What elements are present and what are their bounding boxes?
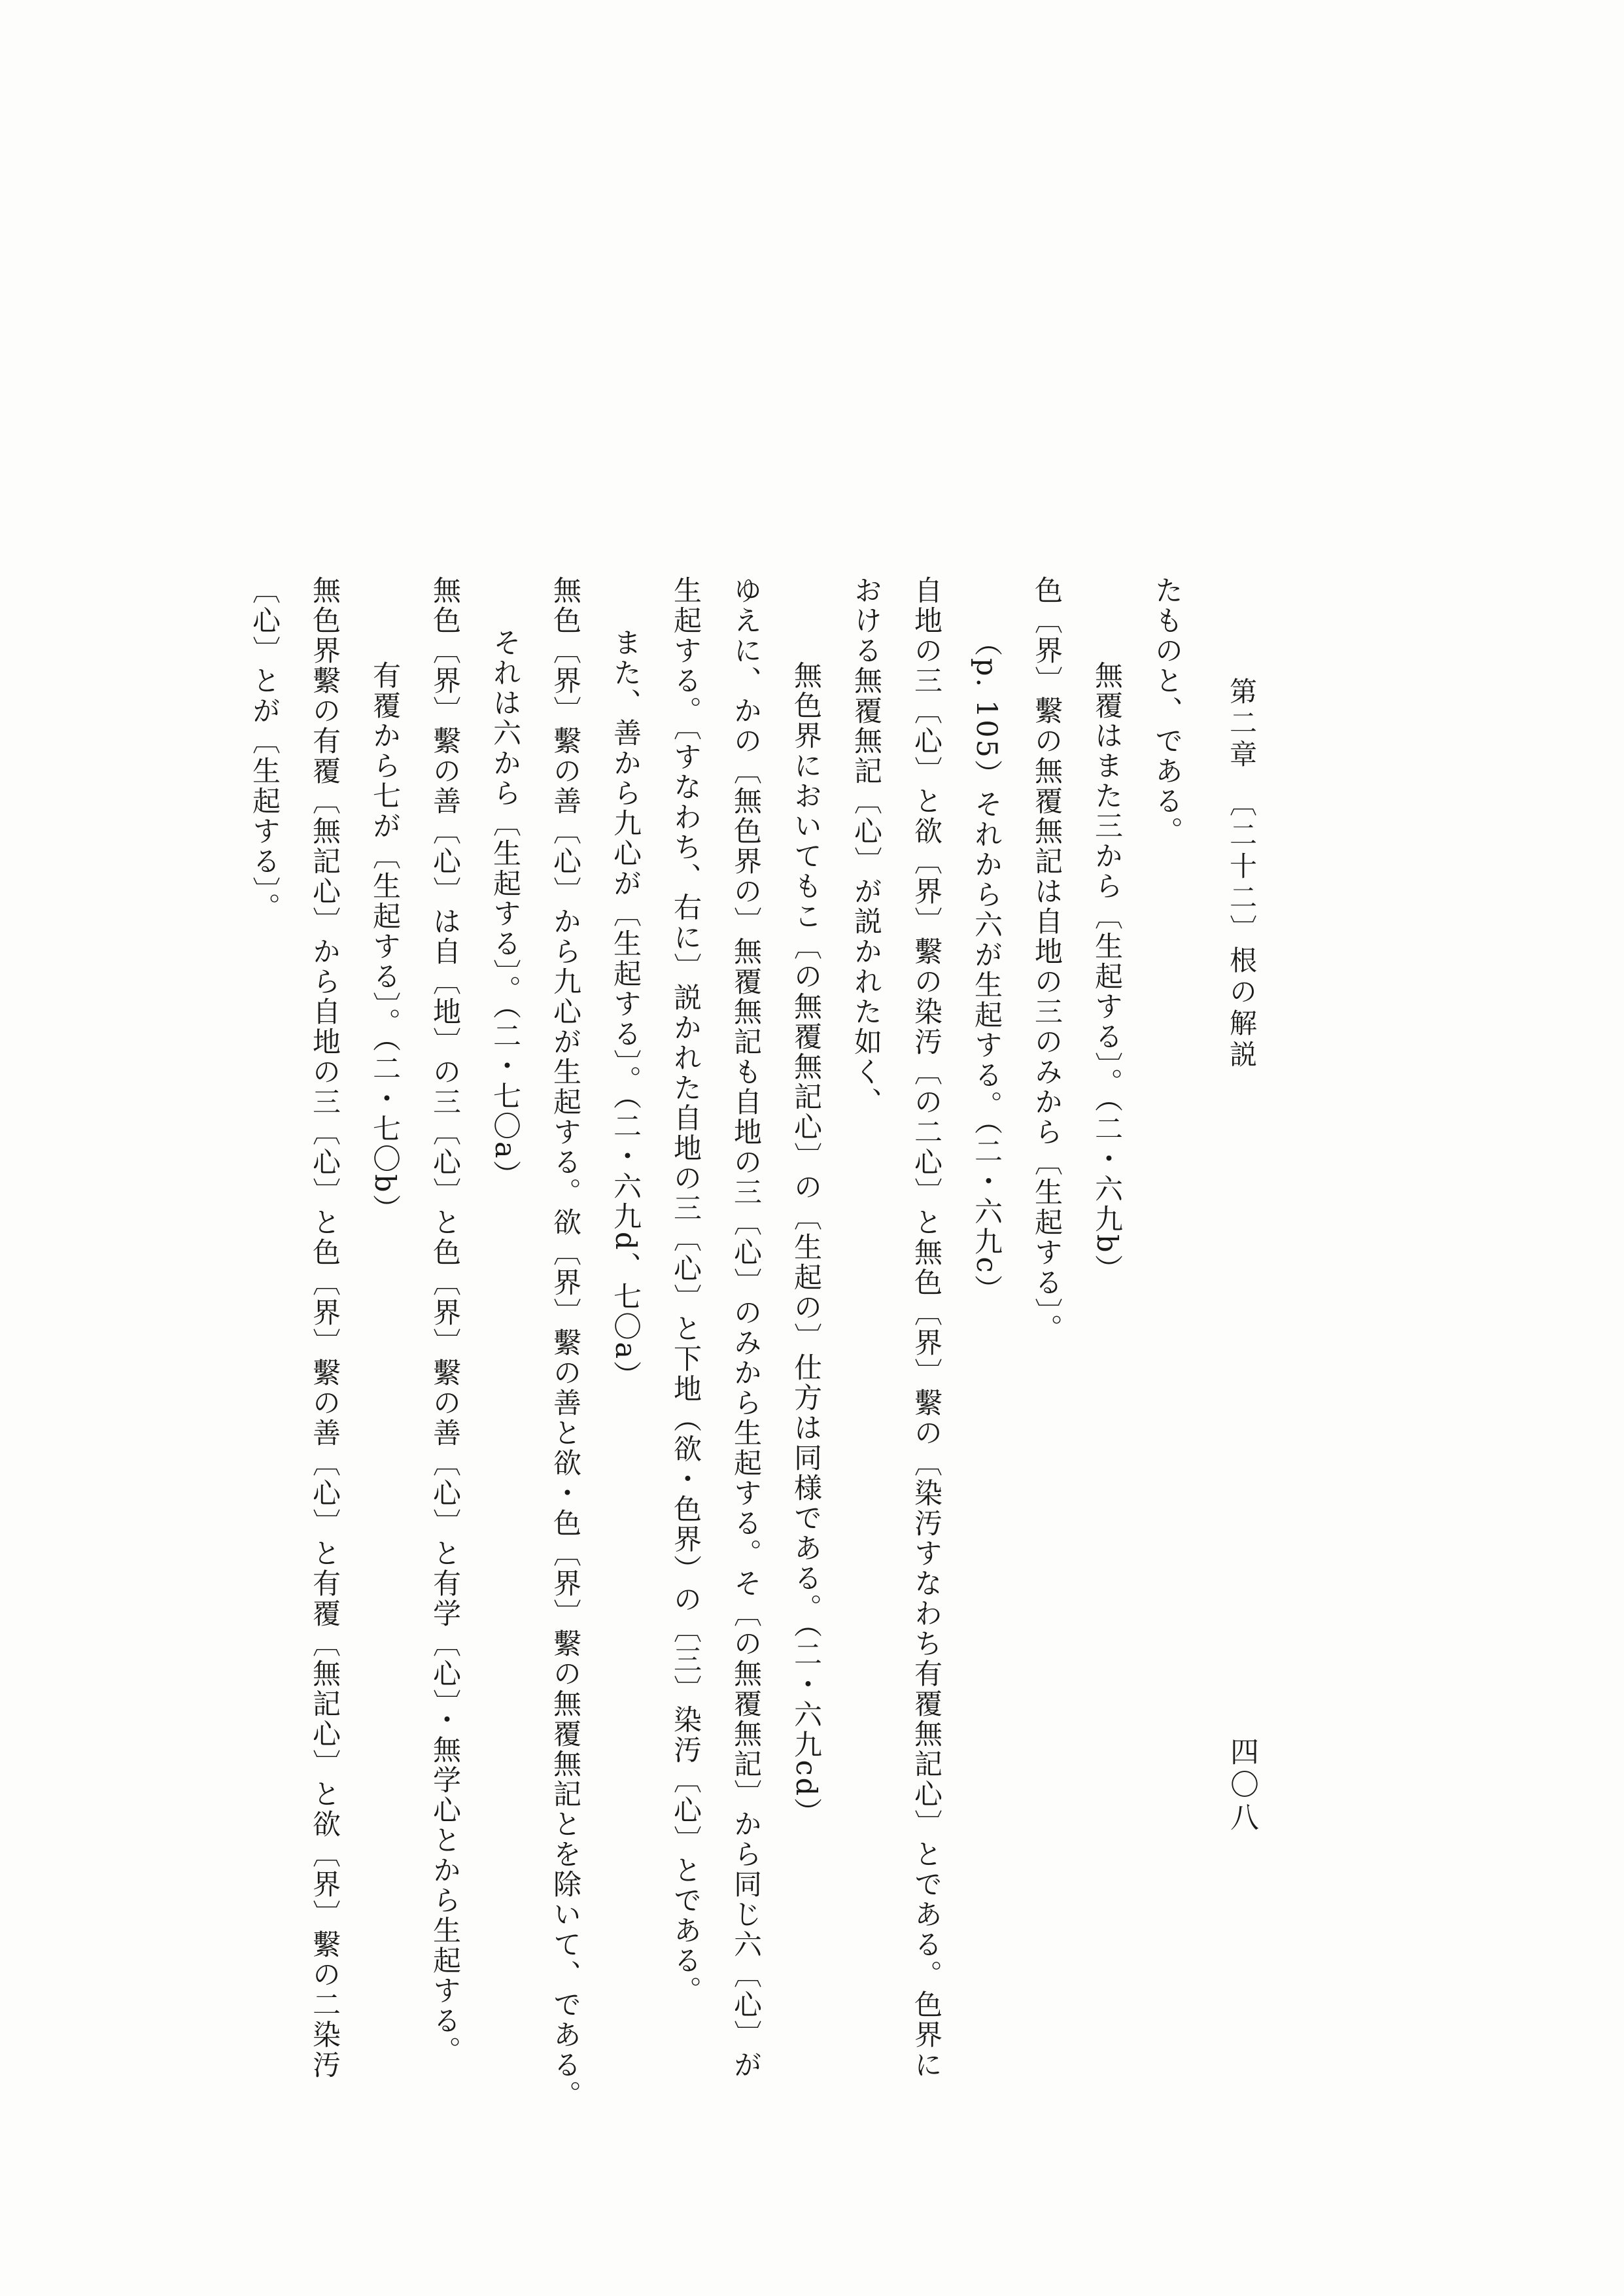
text-line: それは六から〔生起する〕。（二・七〇a） bbox=[489, 628, 521, 1191]
text-line: また、善から九心が〔生起する〕。（二・六九d、七〇a） bbox=[609, 628, 642, 1391]
text-line: たものと、である。 bbox=[1150, 576, 1183, 846]
chapter-header: 第二章 〔二十二〕根の解説 bbox=[1226, 677, 1258, 1071]
text-line: 色〔界〕繫の無覆無記は自地の三のみから〔生起する〕。 bbox=[1030, 576, 1063, 1344]
text-line: 無覆はまた三から〔生起する〕。（二・六九b） bbox=[1090, 661, 1123, 1285]
text-line: 自地の三〔心〕と欲〔界〕繫の染汚〔の二心〕と無色〔界〕繫の〔染汚すなわち有覆無記心〕とである。色界に bbox=[910, 576, 942, 2080]
text-line: 〔心〕とが〔生起する〕。 bbox=[248, 576, 281, 923]
text-line: 無色界においてもこ〔の無覆無記心〕の〔生起の〕仕方は同様である。（二・六九cd） bbox=[789, 661, 822, 1828]
text-line: （p. 105）それから六が生起する。（二・六九c） bbox=[970, 628, 1003, 1305]
text-line: 無色界繫の有覆〔無記心〕から自地の三〔心〕と色〔界〕繫の善〔心〕と有覆〔無記心〕と欲〔界〕繫の二染汚 bbox=[308, 576, 341, 2080]
text-line: 有覆から七が〔生起する〕。（二・七〇b） bbox=[368, 661, 401, 1225]
page-number: 四〇八 bbox=[1225, 1737, 1258, 1835]
text-line: おける無覆無記〔心〕が説かれた如く、 bbox=[850, 576, 882, 1117]
text-line: 無色〔界〕繫の善〔心〕から九心が生起する。欲〔界〕繫の善と欲・色〔界〕繫の無覆無記とを除いて、である。 bbox=[549, 576, 581, 2110]
body-text bbox=[239, 576, 1197, 2113]
text-line: 生起する。〔すなわち、右に〕説かれた自地の三〔心〕と下地（欲・色界）の〔三〕染汚〔心〕とである。 bbox=[669, 576, 702, 2006]
text-line: ゆえに、かの〔無色界の〕無覆無記も自地の三〔心〕のみから生起する。そ〔の無覆無記〕から同じ六〔心〕が bbox=[729, 576, 762, 2080]
text-line: 無色〔界〕繫の善〔心〕は自〔地〕の三〔心〕と色〔界〕繫の善〔心〕と有学〔心〕・無学心とから生起する。 bbox=[428, 576, 461, 2066]
